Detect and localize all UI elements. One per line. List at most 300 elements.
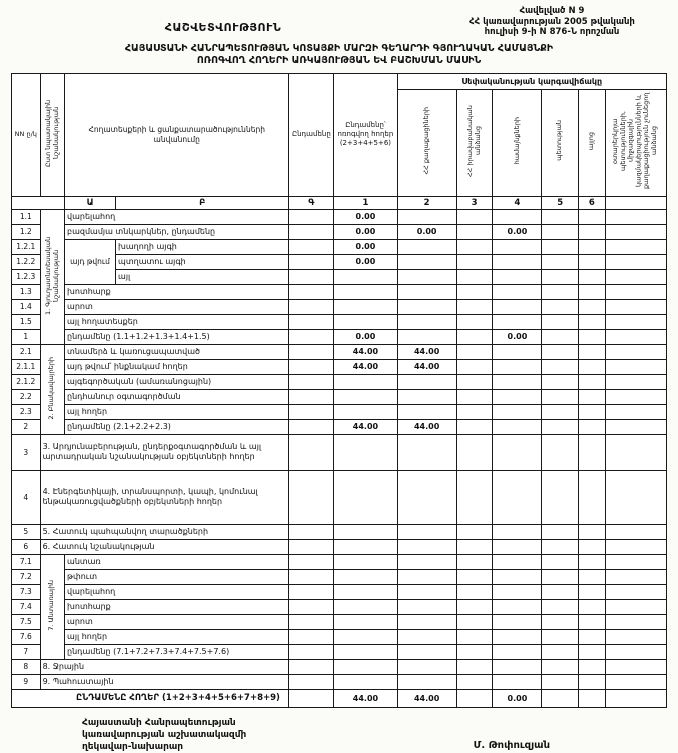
value-cell <box>334 470 397 524</box>
value-cell <box>397 374 456 389</box>
value-cell <box>542 254 579 269</box>
value-cell <box>605 329 666 344</box>
land-report-table <box>11 73 667 708</box>
row-number: 7 <box>12 644 41 659</box>
value-cell <box>579 554 606 569</box>
value-cell <box>542 689 579 707</box>
col-header-category-text: Ըստ նպատակային նշանակության <box>43 98 60 167</box>
value-cell <box>493 569 542 584</box>
col-header-category <box>40 73 64 196</box>
value-cell <box>289 614 334 629</box>
value-cell <box>605 284 666 299</box>
value-cell <box>289 470 334 524</box>
value-cell <box>397 389 456 404</box>
value-cell <box>605 584 666 599</box>
value-cell <box>579 344 606 359</box>
value-cell <box>579 374 606 389</box>
table-row <box>12 404 667 419</box>
value-cell <box>456 404 493 419</box>
numbering-cell: Գ <box>289 196 334 209</box>
value-cell <box>493 524 542 539</box>
value-cell <box>579 389 606 404</box>
value-cell <box>397 209 456 224</box>
value-cell <box>493 470 542 524</box>
value-cell <box>579 269 606 284</box>
row-number: 1.5 <box>12 314 41 329</box>
row-label: 3. Արդյունաբերության, ընդերքօգտագործման և այլ արտադրական նշանակության օբյեկտների հողեր <box>40 434 289 470</box>
value-cell <box>605 524 666 539</box>
table-row <box>12 374 667 389</box>
value-cell <box>493 314 542 329</box>
value-cell <box>605 659 666 674</box>
value-cell <box>456 269 493 284</box>
numbering-cell <box>605 196 666 209</box>
row-number: 9 <box>12 674 41 689</box>
value-cell <box>334 404 397 419</box>
table-row <box>12 539 667 554</box>
row-label: խոտհարք <box>65 599 289 614</box>
table-row <box>12 524 667 539</box>
footer <box>10 717 668 753</box>
table-row <box>12 419 667 434</box>
row-number: 2.1.1 <box>12 359 41 374</box>
value-cell <box>289 374 334 389</box>
row-label: ընդամենը (1.1+1.2+1.3+1.4+1.5) <box>65 329 289 344</box>
value-cell <box>493 239 542 254</box>
table-row <box>12 359 667 374</box>
value-cell <box>493 614 542 629</box>
value-cell <box>334 614 397 629</box>
value-cell <box>334 584 397 599</box>
table-row <box>12 284 667 299</box>
value-cell <box>289 659 334 674</box>
value-cell <box>542 434 579 470</box>
value-cell <box>397 299 456 314</box>
value-cell: 44.00 <box>334 419 397 434</box>
value-cell <box>289 404 334 419</box>
value-cell: 0.00 <box>334 209 397 224</box>
value-cell <box>397 659 456 674</box>
value-cell <box>456 614 493 629</box>
value-cell <box>289 329 334 344</box>
value-cell <box>397 554 456 569</box>
value-cell <box>605 689 666 707</box>
value-cell <box>493 254 542 269</box>
value-cell <box>542 224 579 239</box>
title-line-2: ՈՌՈԳՎՈՂ ՀՈՂԵՐԻ ԱՌԿԱՅՈՒԹՅԱՆ ԵՎ ԲԱՇԽՄԱՆ ՄԱՍԻՆ <box>196 55 482 67</box>
value-cell <box>542 284 579 299</box>
row-number: 2.1 <box>12 344 41 359</box>
value-cell <box>289 644 334 659</box>
value-cell <box>334 554 397 569</box>
value-cell <box>605 224 666 239</box>
value-cell <box>456 629 493 644</box>
value-cell: 44.00 <box>397 419 456 434</box>
row-number: 7.6 <box>12 629 41 644</box>
value-cell: 44.00 <box>334 344 397 359</box>
value-cell <box>579 299 606 314</box>
value-cell <box>579 329 606 344</box>
value-cell: 44.00 <box>397 689 456 707</box>
numbering-cell: 3 <box>456 196 493 209</box>
numbering-cell: Բ <box>116 196 289 209</box>
col-header-communities-text: համայնքների <box>512 116 521 165</box>
value-cell <box>493 659 542 674</box>
value-cell <box>605 539 666 554</box>
official-title-line: ղեկավար-նախարար <box>82 741 184 752</box>
value-cell <box>456 674 493 689</box>
grand-total-row <box>12 689 667 707</box>
value-cell <box>542 344 579 359</box>
row-number: 3 <box>12 434 41 470</box>
value-cell: 44.00 <box>397 359 456 374</box>
row-number: 2.1.2 <box>12 374 41 389</box>
value-cell <box>289 584 334 599</box>
value-cell <box>397 314 456 329</box>
value-cell <box>605 314 666 329</box>
numbering-cell: 1 <box>334 196 397 209</box>
row-label: 4. Էներգետիկայի, տրանսպորտի, կապի, կոմունալ ենթակառուցվածքների օբյեկտների հողեր <box>40 470 289 524</box>
table-row <box>12 224 667 239</box>
value-cell <box>334 284 397 299</box>
value-cell <box>605 269 666 284</box>
value-cell: 0.00 <box>493 689 542 707</box>
numbering-cell: 5 <box>542 196 579 209</box>
value-cell <box>542 614 579 629</box>
row-number: 7.4 <box>12 599 41 614</box>
value-cell <box>397 254 456 269</box>
row-label: թփուտ <box>65 569 289 584</box>
category-label <box>40 209 64 344</box>
official-title-line: Հայաստանի Հանրապետության <box>82 717 236 728</box>
row-number: 7.2 <box>12 569 41 584</box>
value-cell <box>579 569 606 584</box>
row-number: 5 <box>12 524 41 539</box>
numbering-cell <box>12 196 65 209</box>
numbering-cell: 2 <box>397 196 456 209</box>
row-label: 8. Ջրային <box>40 659 289 674</box>
appendix-line: ՀՀ կառավարության 2005 թվականի <box>469 16 635 27</box>
value-cell <box>334 389 397 404</box>
grand-total-label: ԸՆԴԱՄԵՆԸ ՀՈՂԵՐ (1+2+3+4+5+6+7+8+9) <box>12 689 289 707</box>
value-cell <box>334 569 397 584</box>
value-cell <box>289 539 334 554</box>
value-cell <box>605 344 666 359</box>
value-cell <box>456 689 493 707</box>
value-cell <box>542 314 579 329</box>
value-cell <box>579 284 606 299</box>
value-cell <box>456 539 493 554</box>
value-cell <box>605 209 666 224</box>
value-cell <box>397 599 456 614</box>
value-cell <box>493 359 542 374</box>
col-header-legal-entities <box>456 89 493 196</box>
table-row <box>12 344 667 359</box>
value-cell <box>542 359 579 374</box>
value-cell <box>289 209 334 224</box>
value-cell <box>579 434 606 470</box>
row-number: 7.1 <box>12 554 41 569</box>
title-line-1: ՀԱՅԱՍՏԱՆԻ ՀԱՆՐԱՊԵՏՈՒԹՅԱՆ ԿՈՏԱՅՔԻ ՄԱՐԶԻ ԳԵՂԱՐԴԻ ԳՅՈՒՂԱԿԱՆ ՀԱՄԱՅՆՔԻ <box>124 42 554 54</box>
value-cell <box>493 374 542 389</box>
value-cell <box>542 674 579 689</box>
value-cell <box>334 434 397 470</box>
value-cell <box>334 269 397 284</box>
value-cell <box>493 269 542 284</box>
row-number: 1.2 <box>12 224 41 239</box>
value-cell <box>542 659 579 674</box>
table-row <box>12 470 667 524</box>
row-number: 2.2 <box>12 389 41 404</box>
table-row <box>12 209 667 224</box>
value-cell <box>605 554 666 569</box>
table-row <box>12 614 667 629</box>
numbering-cell: 4 <box>493 196 542 209</box>
table-header <box>12 73 667 209</box>
row-label: այդ թվում՝ ինքնակամ հողեր <box>65 359 289 374</box>
value-cell <box>397 404 456 419</box>
value-cell: 0.00 <box>493 329 542 344</box>
value-cell <box>605 359 666 374</box>
value-cell <box>605 569 666 584</box>
value-cell <box>397 539 456 554</box>
value-cell <box>334 539 397 554</box>
value-cell <box>493 539 542 554</box>
row-label: ընդհանուր օգտագործման <box>65 389 289 404</box>
row-number: 1.2.1 <box>12 239 41 254</box>
value-cell <box>456 254 493 269</box>
row-label: ընդամենը (7.1+7.2+7.3+7.4+7.5+7.6) <box>65 644 289 659</box>
value-cell: 0.00 <box>334 239 397 254</box>
value-cell <box>334 374 397 389</box>
numbering-row <box>12 196 667 209</box>
category-label-text: 2. Բնակավայրերի <box>47 356 56 420</box>
value-cell <box>397 524 456 539</box>
table-row <box>12 554 667 569</box>
row-number: 2.3 <box>12 404 41 419</box>
signature-name: Մ. Թոփուզյան <box>473 739 550 751</box>
value-cell <box>289 674 334 689</box>
value-cell <box>493 344 542 359</box>
appendix-line: հուլիսի 9-ի N 876-Ն որոշման <box>484 27 620 38</box>
table-row <box>12 299 667 314</box>
row-number: 7.3 <box>12 584 41 599</box>
row-label: այլ հողեր <box>65 404 289 419</box>
value-cell <box>579 224 606 239</box>
value-cell <box>493 644 542 659</box>
value-cell <box>605 254 666 269</box>
row-label: խոտհարք <box>65 284 289 299</box>
col-header-others <box>579 89 606 196</box>
value-cell <box>542 539 579 554</box>
value-cell <box>397 434 456 470</box>
value-cell <box>542 524 579 539</box>
numbering-cell: 6 <box>579 196 606 209</box>
value-cell <box>289 359 334 374</box>
value-cell <box>605 389 666 404</box>
row-label: այլ հողատեսքեր <box>65 314 289 329</box>
row-number: 8 <box>12 659 41 674</box>
value-cell: 0.00 <box>334 254 397 269</box>
col-header-others-text: այլոց <box>586 131 595 150</box>
row-label: վարելահող <box>65 584 289 599</box>
official-title-line: կառավարության աշխատակազմի <box>82 729 247 740</box>
row-label: վարելահող <box>65 209 289 224</box>
table-row <box>12 659 667 674</box>
row-number: 1.4 <box>12 299 41 314</box>
col-header-citizens <box>397 89 456 196</box>
value-cell <box>397 239 456 254</box>
value-cell <box>493 599 542 614</box>
category-label-text: 7. Անտառային <box>47 580 56 631</box>
value-cell <box>397 674 456 689</box>
value-cell: 0.00 <box>397 224 456 239</box>
row-number: 6 <box>12 539 41 554</box>
value-cell: 0.00 <box>334 329 397 344</box>
value-cell <box>542 374 579 389</box>
value-cell <box>456 344 493 359</box>
row-label: ընդամենը (2.1+2.2+2.3) <box>65 419 289 434</box>
value-cell <box>289 389 334 404</box>
value-cell <box>579 539 606 554</box>
value-cell <box>397 284 456 299</box>
value-cell <box>579 314 606 329</box>
value-cell <box>605 614 666 629</box>
value-cell <box>542 209 579 224</box>
value-cell <box>456 209 493 224</box>
value-cell <box>397 614 456 629</box>
value-cell <box>493 284 542 299</box>
value-cell <box>456 224 493 239</box>
col-header-state <box>542 89 579 196</box>
value-cell <box>605 299 666 314</box>
sub-group-label: այդ թվում <box>65 239 116 284</box>
value-cell: 44.00 <box>334 359 397 374</box>
value-cell: 0.00 <box>334 224 397 239</box>
value-cell <box>456 644 493 659</box>
value-cell <box>289 239 334 254</box>
row-label: այլ <box>116 269 289 284</box>
value-cell <box>542 389 579 404</box>
value-cell <box>289 269 334 284</box>
table-body <box>12 209 667 707</box>
value-cell <box>289 254 334 269</box>
value-cell <box>605 374 666 389</box>
value-cell <box>579 239 606 254</box>
value-cell <box>493 434 542 470</box>
numbering-cell: Ա <box>65 196 116 209</box>
value-cell <box>334 659 397 674</box>
value-cell <box>605 239 666 254</box>
col-header-state-text: պետության <box>555 120 564 161</box>
official-title-block <box>82 717 246 753</box>
value-cell <box>542 299 579 314</box>
report-label-wrap <box>10 4 436 35</box>
row-number: 4 <box>12 470 41 524</box>
value-cell <box>289 524 334 539</box>
value-cell <box>542 599 579 614</box>
col-header-citizens-text: ՀՀ քաղաքացիների <box>421 106 430 175</box>
value-cell <box>456 389 493 404</box>
value-cell <box>456 584 493 599</box>
row-label: այլ հողեր <box>65 629 289 644</box>
row-number: 2 <box>12 419 41 434</box>
ownership-group-header: Սեփականության կարգավիճակը <box>397 73 666 89</box>
table-row <box>12 674 667 689</box>
row-label: խաղողի այգի <box>116 239 289 254</box>
value-cell <box>579 674 606 689</box>
value-cell <box>605 674 666 689</box>
value-cell <box>289 224 334 239</box>
value-cell <box>605 644 666 659</box>
table-row <box>12 239 667 254</box>
value-cell <box>493 404 542 419</box>
table-row <box>12 314 667 329</box>
value-cell <box>542 644 579 659</box>
document-title <box>10 43 668 68</box>
value-cell <box>542 470 579 524</box>
value-cell <box>456 569 493 584</box>
value-cell <box>605 629 666 644</box>
value-cell <box>493 299 542 314</box>
value-cell <box>334 599 397 614</box>
value-cell <box>456 314 493 329</box>
value-cell <box>289 599 334 614</box>
row-number: 1.2.3 <box>12 269 41 284</box>
value-cell <box>456 434 493 470</box>
col-header-total: Ընդամենը <box>289 73 334 196</box>
value-cell <box>289 299 334 314</box>
value-cell <box>397 329 456 344</box>
value-cell <box>289 689 334 707</box>
value-cell <box>579 689 606 707</box>
report-label: ՀԱՇՎԵՏՎՈՒԹՅՈՒՆ <box>164 21 282 34</box>
value-cell <box>456 359 493 374</box>
value-cell <box>542 239 579 254</box>
value-cell <box>579 644 606 659</box>
value-cell <box>456 524 493 539</box>
value-cell <box>289 284 334 299</box>
col-header-nn: NN ը/կ <box>12 73 41 196</box>
value-cell <box>289 434 334 470</box>
row-label: արոտ <box>65 299 289 314</box>
col-header-irrigated-total: Ընդամենը՝ ոռոգվող հողեր (2+3+4+5+6) <box>334 73 397 196</box>
value-cell <box>334 299 397 314</box>
table-row <box>12 599 667 614</box>
row-label: 5. Հատուկ պահպանվող տարածքների <box>40 524 289 539</box>
value-cell <box>289 629 334 644</box>
value-cell <box>456 374 493 389</box>
value-cell <box>397 470 456 524</box>
value-cell <box>542 629 579 644</box>
category-label <box>40 344 64 434</box>
value-cell <box>289 419 334 434</box>
value-cell <box>289 569 334 584</box>
row-label: արոտ <box>65 614 289 629</box>
row-label: 9. Պահուստային <box>40 674 289 689</box>
value-cell: 44.00 <box>397 344 456 359</box>
col-header-communities <box>493 89 542 196</box>
value-cell <box>579 209 606 224</box>
value-cell <box>493 584 542 599</box>
value-cell <box>605 434 666 470</box>
table-row <box>12 629 667 644</box>
row-number: 1 <box>12 329 41 344</box>
value-cell <box>456 299 493 314</box>
row-label: 6. Հատուկ նշանակության <box>40 539 289 554</box>
value-cell <box>493 629 542 644</box>
value-cell <box>579 404 606 419</box>
